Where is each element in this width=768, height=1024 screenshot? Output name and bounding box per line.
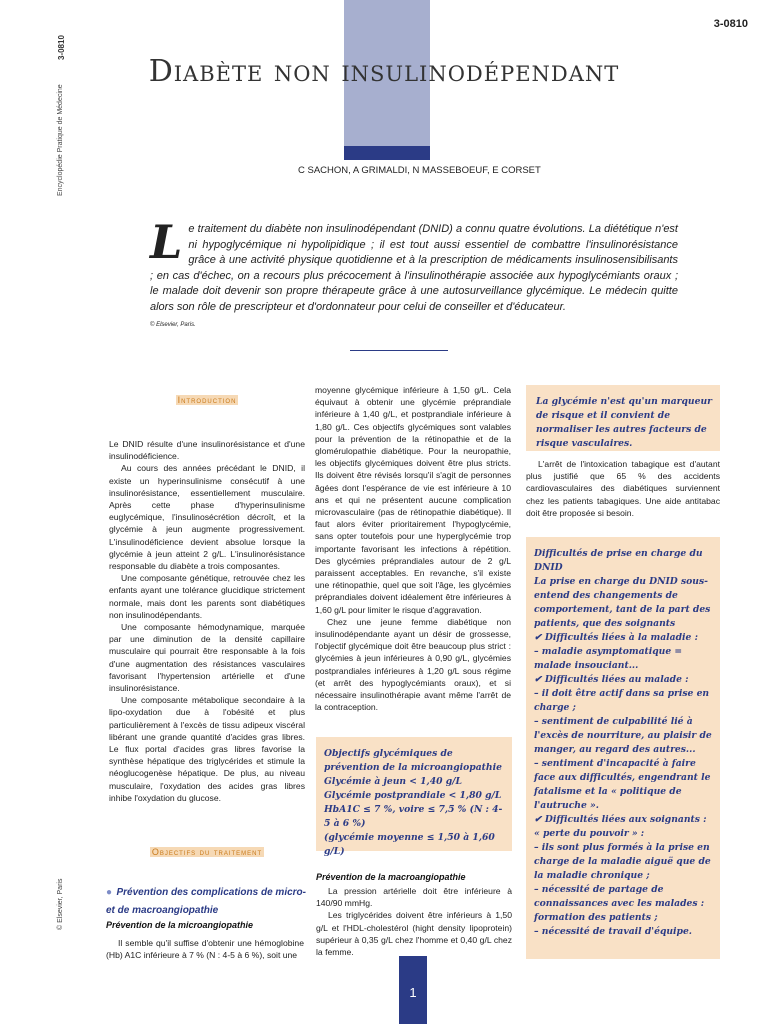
difficulties-box xyxy=(526,537,720,959)
article-code: 3-0810 xyxy=(713,18,748,30)
paragraph: Une composante génétique, retrouvée chez les enfants ayant une tolérance glucidique strictement normale, mais dont les parents sont diabétiques non insulinodépendants. xyxy=(109,573,305,620)
section-heading-objectifs xyxy=(109,847,305,857)
box-line: – nécessité de partage de connaissances avec les malades : formation des patients ; xyxy=(534,884,705,923)
highlight-box: La glycémie n'est qu'un marqueur de risque et il convient de normaliser les autres facteurs de risque vasculaires. xyxy=(526,385,720,451)
box-line: – maladie asymptomatique = malade insouciant... xyxy=(534,646,683,671)
column-2-bottom xyxy=(316,885,512,958)
box-title: Difficultés de prise en charge du DNID xyxy=(534,548,703,573)
box-line: – il doit être actif dans sa prise en charge ; xyxy=(534,688,710,713)
box-line: HbA1C ≤ 7 %, voire ≤ 7,5 % (N : 4-5 à 6 %) xyxy=(324,804,503,829)
paragraph: La pression artérielle doit être inférieure à 140/90 mmHg. xyxy=(316,886,512,909)
subheading-microangiopathie: Prévention de la microangiopathie xyxy=(106,920,254,930)
box-line: (glycémie moyenne ≤ 1,50 à 1,60 g/L) xyxy=(324,832,495,857)
box-line: Glycémie postprandiale < 1,80 g/L xyxy=(324,790,502,801)
side-article-code: 3-0810 xyxy=(57,35,66,60)
paragraph: Une composante métabolique secondaire à la lipo-oxydation due à l'obésité et plus particulièrement à l'excès de tissu adipeux viscéral libérant une grande quantité d'acides gras libres. Le flux portal d'acides gras libres favorise la synthèse hépatique des triglycérides et stimule la néoglucogenèse hépatique. De plus, au niveau musculaire, l'oxydation des acides gras libres inhibe l'oxydation du glucose. xyxy=(109,695,305,803)
box-line: ✔ Difficultés liées au malade : xyxy=(534,674,689,685)
paragraph xyxy=(106,937,304,961)
objectives-box xyxy=(316,737,512,857)
box-line: – nécessité de travail d'équipe. xyxy=(534,926,692,937)
paragraph: Une composante hémodynamique, marquée par une diminution de la densité capillaire musculaire qui pourrait être responsable à la fois d'une augmentation des résistances vasculaires favorisant l'hypertension artérielle et d'une insulinorésistance. xyxy=(109,622,305,694)
paragraph: Au cours des années précédant le DNID, il existe un hyperinsulinisme consécutif à une insulinorésistance, essentiellement musculaire. Après cette phase d'hyperinsulinisme euglycémique, l'insulinosécrétion décroît, et la glycémie à jeun augmente progressivement. L'insulinodéficience devient absolue lorsque la glycémie à jeun atteint 2 g/L. L'insulinorésistance responsable du diabète a trois composantes. xyxy=(109,463,305,572)
paragraph: moyenne glycémique inférieure à 1,50 g/L. Cela équivaut à obtenir une glycémie préprandiale inférieure à 1,40 g/L, et postprandiale inférieure à 1,80 g/L. Ces objectifs glycémiques sont valables pour la prévention de la rétinopathie et de la glomérulopathie diabétique. Pour la neuropathie, les objectifs glycémiques doivent être plus stricts. Ils doivent être révisés lorsqu'il s'agit de personnes âgées dont l'espérance de vie est inférieure à 10 ans et qui ne présentent aucune complication microvasculaire (pas de rétinopathie diabétique). Il faut alors éviter prioritairement l'hypoglycémie, sans opter toutefois pour une hyperglycémie trop importante favorisant les infections à répétition. Des glycémies préprandiales autour de 2 g/L paraissent acceptables. En revanche, s'il existe une rétinopathie, quel que soit l'âge, les glycémies préprandiales doivent idéalement être inférieures à 1,60 g/L pour limiter le risque d'aggravation. xyxy=(315,385,511,615)
paragraph: Chez une jeune femme diabétique non insulinodépendante ayant un désir de grossesse, l'objectif glycémique doit être beaucoup plus strict : glycémies à jeun inférieures à 0,90 g/L, glycémies postprandiales inférieures à 1,20 g/L sous régime (et arrêt des hypoglycémiants oraux), et si nécessaire insulinothérapie avant même l'arrêt de la contraception. xyxy=(315,616,511,713)
column-2 xyxy=(315,384,511,713)
bullet-heading xyxy=(106,882,306,918)
side-publisher: © Elsevier, Paris xyxy=(57,878,64,930)
box-line: La prise en charge du DNID sous-entend des changements de comportement, tant de la part des patients, que des soignants xyxy=(534,576,711,629)
paragraph: L'arrêt de l'intoxication tabagique est d'autant plus justifié que 65 % des accidents cardiovasculaires des diabétiques surviennent chez les patients tabagiques. Une aide antitabac doit être proposée si besoin. xyxy=(526,459,720,518)
box-line: ✔ Difficultés liées aux soignants : xyxy=(534,814,707,825)
abstract xyxy=(150,215,678,333)
authors: C SACHON, A GRIMALDI, N MASSEBOEUF, E CORSET xyxy=(298,165,541,176)
divider xyxy=(350,350,448,351)
subheading-macroangiopathie: Prévention de la macroangiopathie xyxy=(316,872,466,882)
box-line: Glycémie à jeun < 1,40 g/L xyxy=(324,776,462,787)
section-heading-introduction xyxy=(109,395,305,405)
page-title: Diabète non insulinodépendant xyxy=(148,54,620,89)
abstract-text: e traitement du diabète non insulinodépendant (DNID) a connu quatre évolutions. La diététique n'est ni hypoglycémique ni hypolipidique ; il est tout aussi essentiel de combattre l'insulinorésistance grâce à une activité physique quotidienne et à la prescription de médicaments insulinosensibilisants ; en cas d'échec, on a recours plus précocement à l'insulinothérapie associée aux hypoglycémiants oraux ; le malade doit devenir son propre thérapeute grâce à une autosurveillance glycémique. Le médecin quitte alors son rôle de prescripteur et d'ordonnateur pour celui de conseiller et d'éducateur. xyxy=(150,223,678,313)
box-line: – ils sont plus formés à la prise en charge de la maladie aiguë que de la maladie chronique ; xyxy=(534,842,711,881)
paragraph-text: Il semble qu'il suffise d'obtenir une hémoglobine (Hb) A1C inférieure à 7 % (N : 4-5 à 6 %), soit une xyxy=(106,938,304,961)
abstract-copyright: © Elsevier, Paris. xyxy=(150,321,196,328)
box-line: – sentiment de culpabilité lié à l'excès de nourriture, au plaisir de manger, au regard des autres... xyxy=(534,716,712,755)
section-heading-text: Introduction xyxy=(177,395,237,405)
paragraph: Les triglycérides doivent être inférieurs à 1,50 g/L et l'HDL-cholestérol (hight density lipoprotein) supérieur à 0,35 g/L chez l'homme et 0,40 g/L chez la femme. xyxy=(316,910,512,958)
journal-name: Encyclopédie Pratique de Médecine xyxy=(57,84,64,196)
paragraph: Le DNID résulte d'une insulinorésistance et d'une insulinodéficience. xyxy=(109,439,305,462)
bullet-heading-text: Prévention des complications de micro- et de macroangiopathie xyxy=(106,887,306,916)
box-line: – sentiment d'incapacité à faire face aux difficultés, engendrant le fatalisme et la « politique de l'autruche ». xyxy=(534,758,711,811)
decorative-bar xyxy=(344,146,430,160)
page-number: 1 xyxy=(409,985,417,1000)
box-title: Objectifs glycémiques de prévention de la microangiopathie xyxy=(324,748,502,773)
column-3 xyxy=(526,458,720,519)
drop-cap: L xyxy=(150,215,183,269)
bullet-icon: ● xyxy=(106,887,113,898)
column-1 xyxy=(109,438,305,804)
section-heading-text: Objectifs du traitement xyxy=(151,847,263,857)
box-line: ✔ Difficultés liées à la maladie : xyxy=(534,632,698,643)
box-line: « perte du pouvoir » : xyxy=(534,828,645,839)
